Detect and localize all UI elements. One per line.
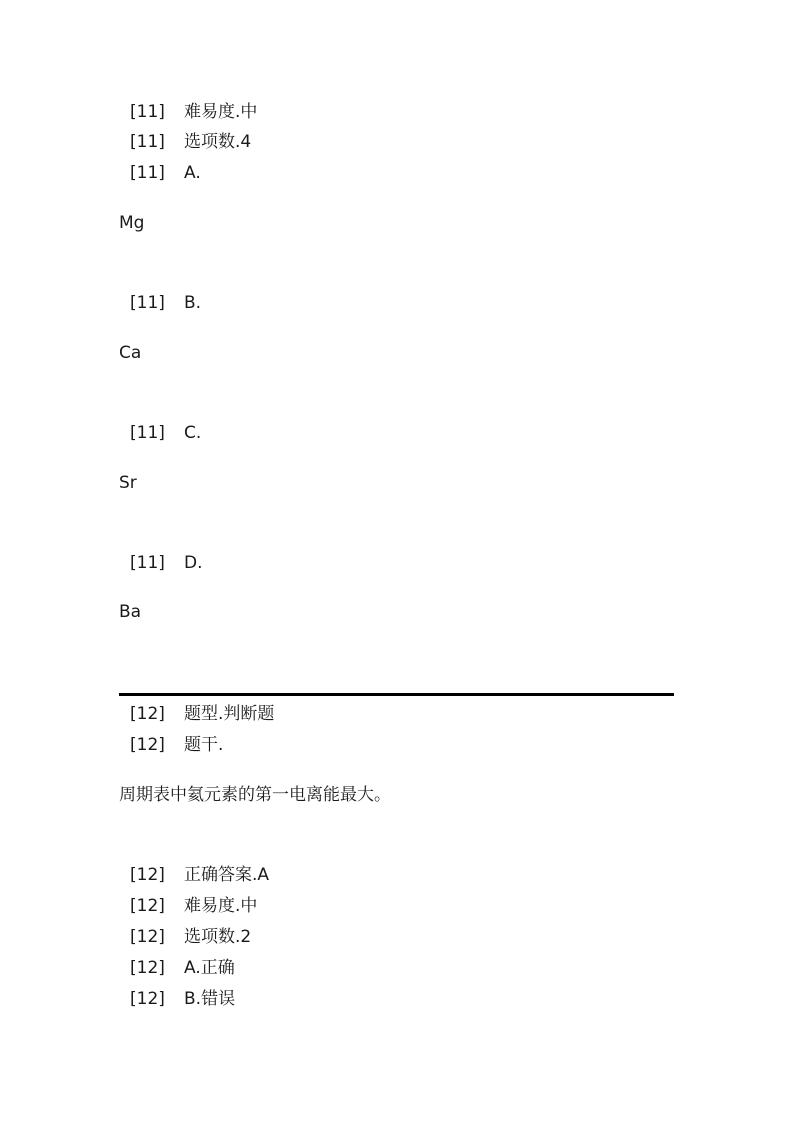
q12-answer-line: [130, 863, 269, 887]
q11-option-b-value: Ca: [119, 343, 142, 363]
q11-option-count-line: [130, 130, 251, 154]
q11-option-a-value: Mg: [119, 213, 145, 233]
q12-option-count: 选项数.2: [184, 927, 252, 947]
q12-number: [12]: [130, 958, 165, 978]
q11-number: [11]: [130, 102, 165, 122]
q12-type-line: [130, 702, 274, 726]
q12-number: [12]: [130, 704, 165, 724]
q12-stem-text: 周期表中氦元素的第一电离能最大。: [119, 785, 391, 805]
q12-number: [12]: [130, 865, 165, 885]
q12-number: [12]: [130, 735, 165, 755]
q12-difficulty: 难易度.中: [184, 896, 258, 916]
q11-option-b-label: B.: [184, 293, 202, 313]
q12-type: 题型.判断题: [184, 704, 275, 724]
q11-number: [11]: [130, 423, 165, 443]
q12-stem-label: 题干.: [184, 735, 224, 755]
q12-option-b: B.错误: [184, 989, 236, 1009]
q12-number: [12]: [130, 989, 165, 1009]
q11-option-c-value: Sr: [119, 473, 137, 493]
q11-number: [11]: [130, 132, 165, 152]
q12-number: [12]: [130, 896, 165, 916]
q12-difficulty-line: [130, 894, 257, 918]
q11-difficulty: 难易度.中: [184, 102, 258, 122]
q11-option-count: 选项数.4: [184, 132, 252, 152]
question-divider: [119, 693, 674, 696]
q12-option-b-line: [130, 987, 235, 1011]
q12-option-count-line: [130, 925, 251, 949]
q12-option-a: A.正确: [184, 958, 235, 978]
q11-option-a-label: A.: [184, 163, 201, 183]
q11-option-c-line: [130, 421, 201, 445]
q11-option-d-label: D.: [184, 553, 203, 573]
q11-option-c-label: C.: [184, 423, 202, 443]
q11-number: [11]: [130, 293, 165, 313]
q11-option-b-line: [130, 291, 201, 315]
q11-option-d-value: Ba: [119, 602, 142, 622]
q12-stem-line: [130, 733, 223, 757]
q11-option-a-line: [130, 161, 201, 185]
q11-difficulty-line: [130, 100, 257, 124]
q12-answer: 正确答案.A: [184, 865, 270, 885]
q12-option-a-line: [130, 956, 235, 980]
q12-number: [12]: [130, 927, 165, 947]
q11-number: [11]: [130, 163, 165, 183]
q11-number: [11]: [130, 553, 165, 573]
q11-option-d-line: [130, 551, 203, 575]
